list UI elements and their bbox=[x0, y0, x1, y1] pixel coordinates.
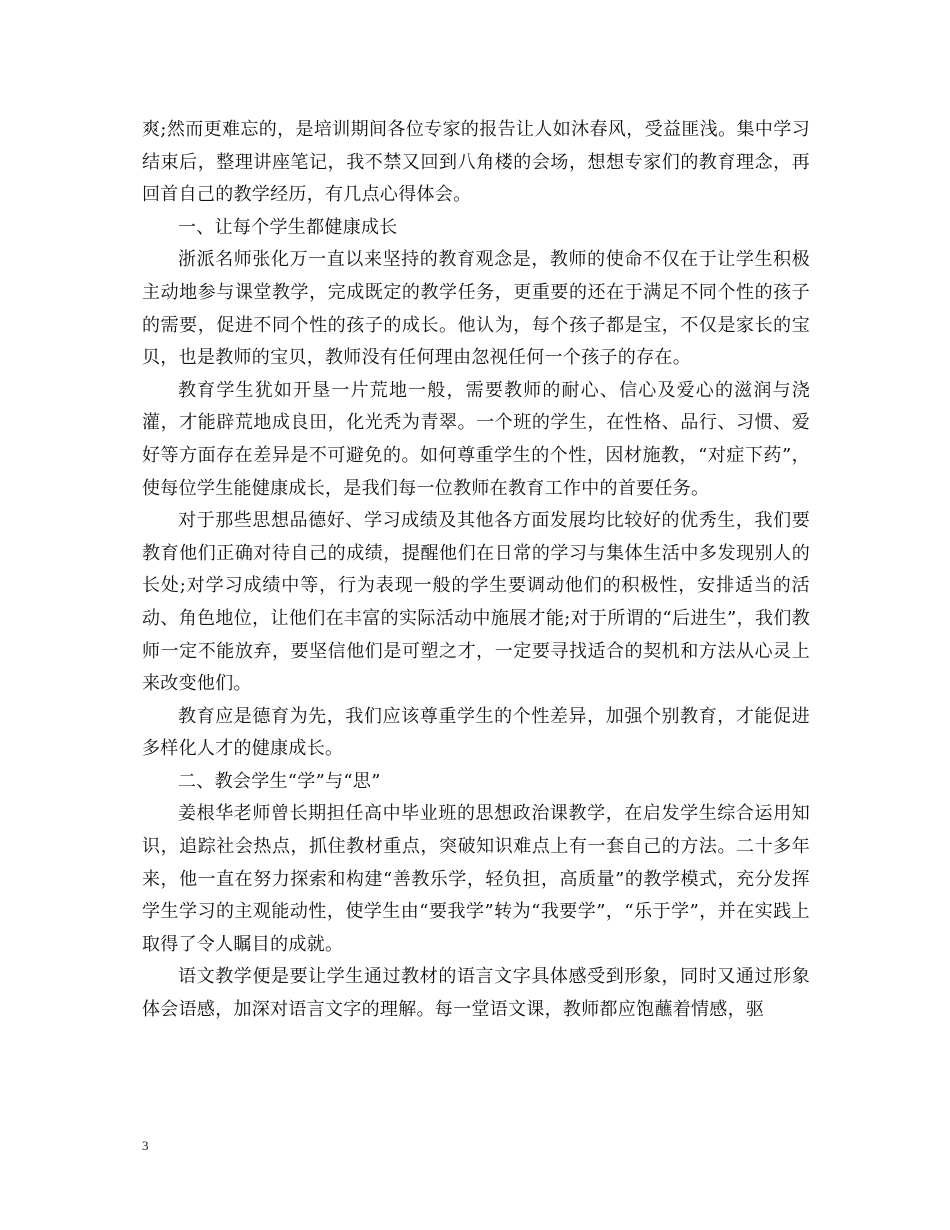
section-heading-2: 二、教会学生“学”与“思” bbox=[178, 770, 381, 792]
paragraph-continuation: 爽;然而更难忘的，是培训期间各位专家的报告让人如沐春风，受益匪浅。集中学习结束后，整理讲座笔记，我不禁又回到八角楼的会场，想想专家们的教育理念，再回首自己的教学经历，有几点心得体会。 bbox=[142, 119, 810, 206]
page-number: 3 bbox=[142, 1138, 149, 1153]
paragraph: 对于那些思想品德好、学习成绩及其他各方面发展均比较好的优秀生，我们要教育他们正确对待自己的成绩，提醒他们在日常的学习与集体生活中多发现别人的长处;对学习成绩中等，行为表现一般的学生要调动他们的积极性，安排适当的活动、角色地位，让他们在丰富的实际活动中施展才能;对于所谓的“后进生”，我们教师一定不能放弃，要坚信他们是可塑之才，一定要寻找适合的契机和方法从心灵上来改变他们。 bbox=[142, 510, 810, 695]
paragraph: 教育应是德育为先，我们应该尊重学生的个性差异，加强个别教育，才能促进多样化人才的健康成长。 bbox=[142, 705, 810, 760]
paragraph: 浙派名师张化万一直以来坚持的教育观念是，教师的使命不仅在于让学生积极主动地参与课堂教学，完成既定的教学任务，更重要的还在于满足不同个性的孩子的需要，促进不同个性的孩子的成长。他认为，每个孩子都是宝，不仅是家长的宝贝，也是教师的宝贝，教师没有任何理由忽视任何一个孩子的存在。 bbox=[142, 249, 810, 369]
paragraph: 语文教学便是要让学生通过教材的语言文字具体感受到形象，同时又通过形象体会语感，加深对语言文字的理解。每一堂语文课，教师都应饱蘸着情感，驱 bbox=[142, 966, 810, 1021]
paragraph: 姜根华老师曾长期担任高中毕业班的思想政治课教学，在启发学生综合运用知识，追踪社会热点，抓住教材重点，突破知识难点上有一套自己的方法。二十多年来，他一直在努力探索和构建“善教乐学，轻负担，高质量”的教学模式，充分发挥学生学习的主观能动性，使学生由“要我学”转为“我要学”，“乐于学”，并在实践上取得了令人瞩目的成就。 bbox=[142, 803, 810, 955]
paragraph: 教育学生犹如开垦一片荒地一般，需要教师的耐心、信心及爱心的滋润与浇灌，才能辟荒地成良田，化光秃为青翠。一个班的学生，在性格、品行、习惯、爱好等方面存在差异是不可避免的。如何尊重学生的个性，因材施教，“对症下药”，使每位学生能健康成长，是我们每一位教师在教育工作中的首要任务。 bbox=[142, 379, 810, 499]
section-heading-1: 一、让每个学生都健康成长 bbox=[178, 216, 398, 238]
document-body bbox=[142, 114, 810, 1027]
